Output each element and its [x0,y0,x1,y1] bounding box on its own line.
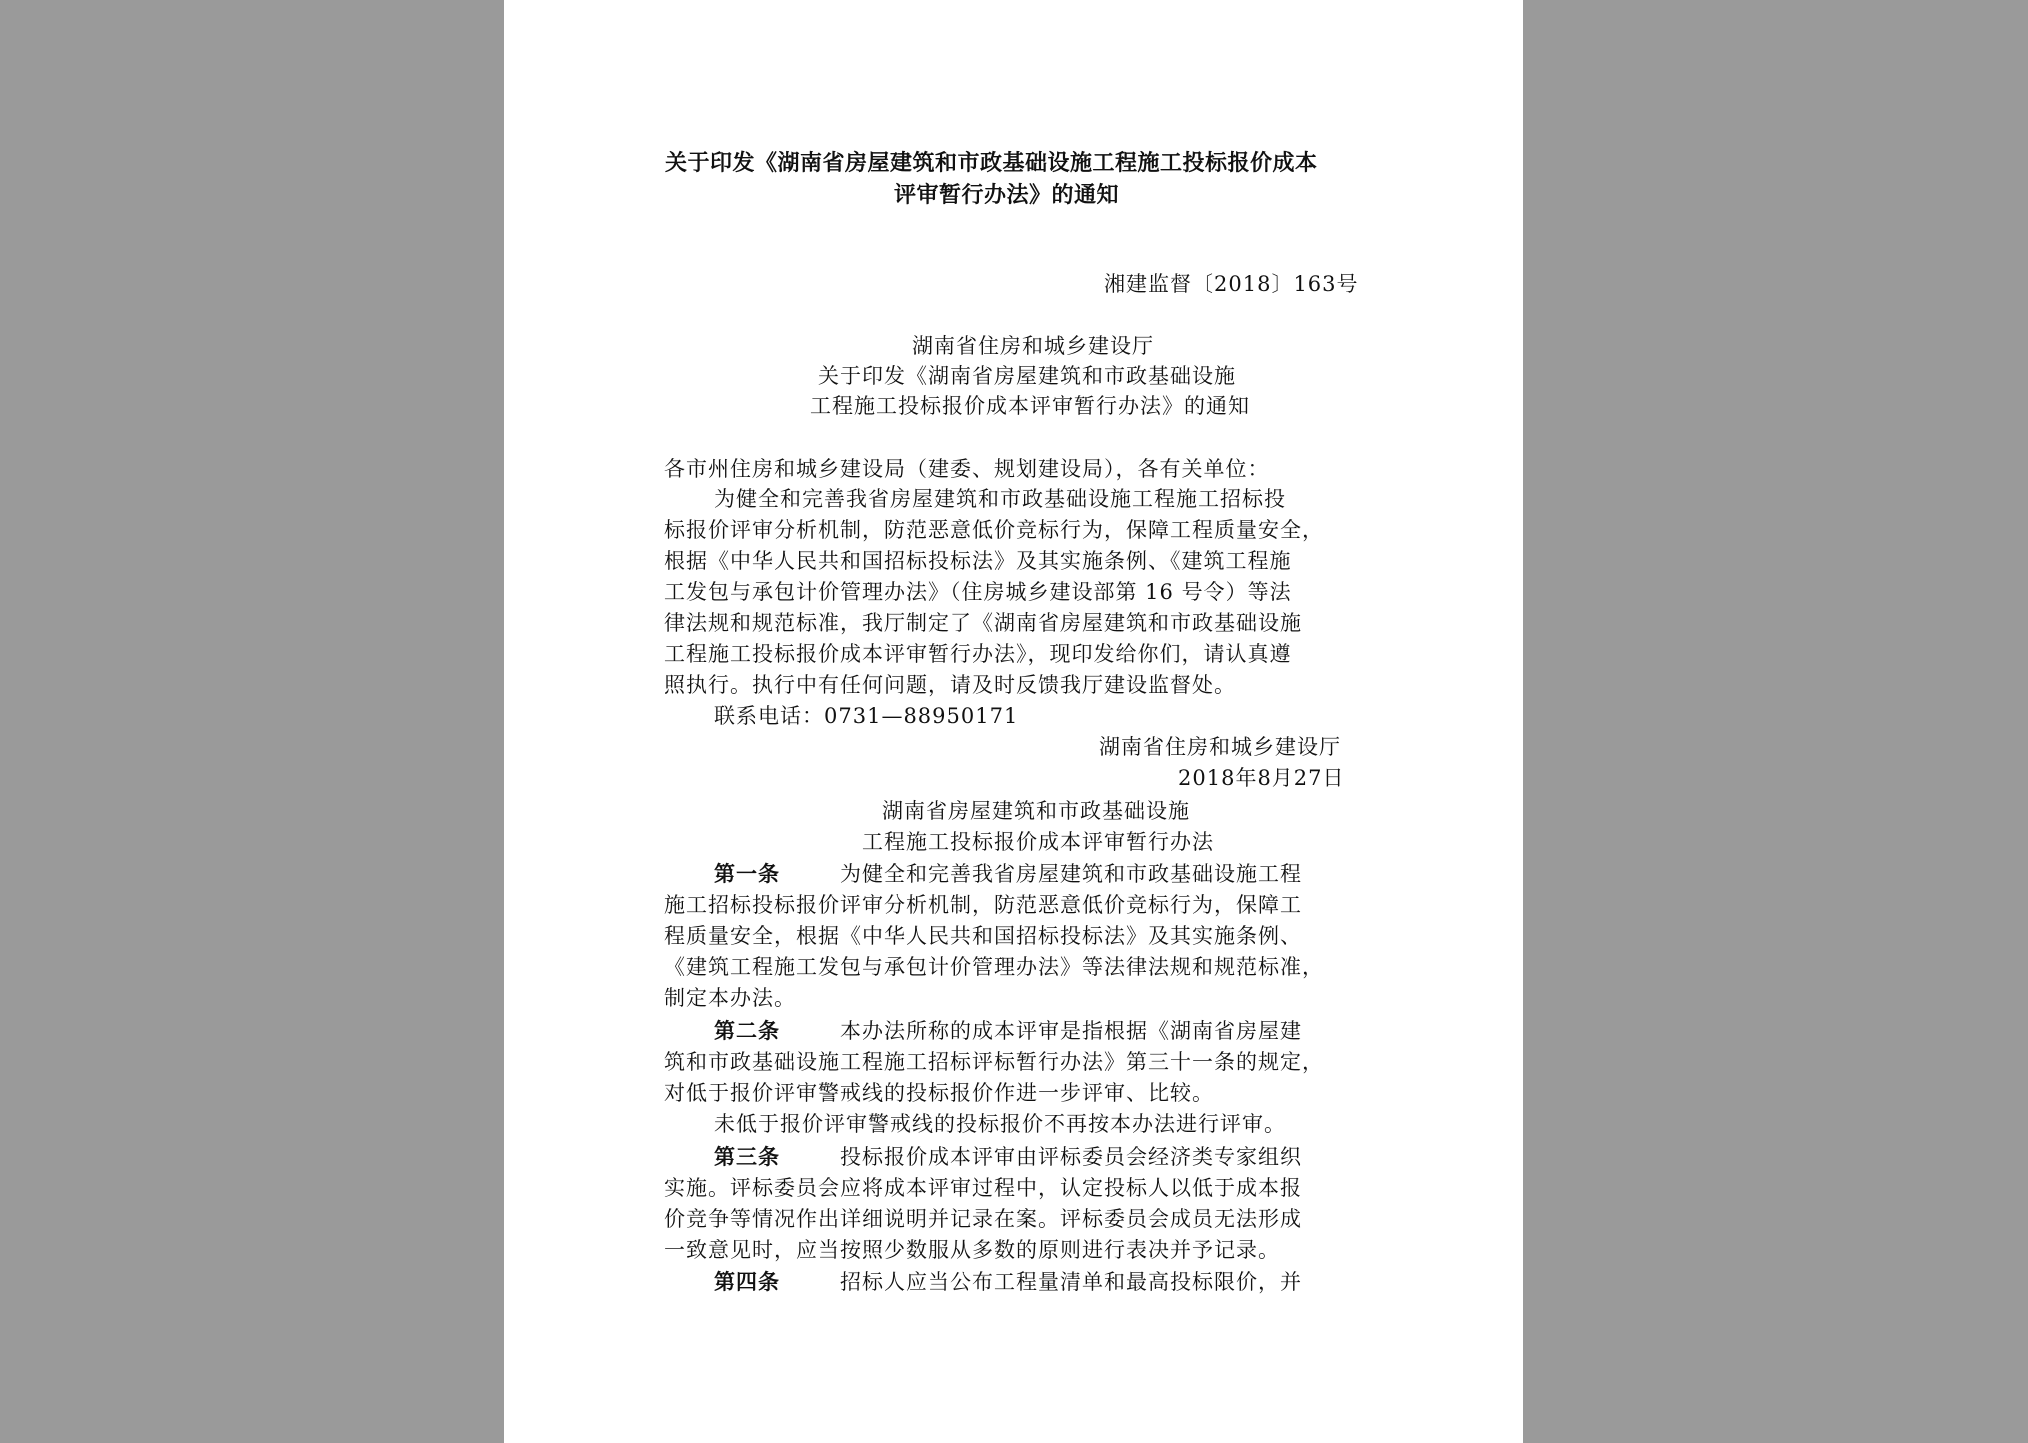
notice-paragraph-line: 标报价评审分析机制，防范恶意低价竞标行为，保障工程质量安全， [664,518,1324,542]
article-first-line: 本办法所称的成本评审是指根据《湖南省房屋建 [840,1019,1302,1043]
notice-paragraph-line: 律法规和规范标准，我厅制定了《湖南省房屋建筑和市政基础设施 [664,611,1302,635]
addressee: 各市州住房和城乡建设局（建委、规划建设局），各有关单位： [664,457,1270,481]
article-label: 第四条 [714,1270,780,1294]
article-line: 筑和市政基础设施工程施工招标评标暂行办法》第三十一条的规定， [664,1050,1324,1074]
page-title-line-1: 关于印发《湖南省房屋建筑和市政基础设施工程施工投标报价成本 [665,151,1318,176]
article-label: 第一条 [714,862,780,886]
page-title-line-2: 评审暂行办法》的通知 [894,183,1120,208]
contact-phone: 联系电话：0731—88950171 [714,704,1019,728]
article-line: 价竞争等情况作出详细说明并记录在案。评标委员会成员无法形成 [664,1207,1302,1231]
article-label: 第三条 [714,1145,780,1169]
signature-organization: 湖南省住房和城乡建设厅 [1099,735,1341,759]
article-line: 实施。评标委员会应将成本评审过程中，认定投标人以低于成本报 [664,1176,1302,1200]
article-first-line: 为健全和完善我省房屋建筑和市政基础设施工程 [840,862,1302,886]
article-first-line: 招标人应当公布工程量清单和最高投标限价，并 [840,1270,1302,1294]
document-number: 湘建监督〔2018〕163号 [1104,272,1359,296]
article-line: 程质量安全，根据《中华人民共和国招标投标法》及其实施条例、 [664,924,1302,948]
notice-heading-line-2: 工程施工投标报价成本评审暂行办法》的通知 [810,394,1250,418]
signature-date: 2018年8月27日 [1178,766,1345,790]
notice-paragraph-line: 工程施工投标报价成本评审暂行办法》，现印发给你们，请认真遵 [664,642,1292,666]
notice-paragraph-line: 根据《中华人民共和国招标投标法》及其实施条例、《建筑工程施 [664,549,1292,573]
article-label: 第二条 [714,1019,780,1043]
document-page [504,0,1523,1443]
issuer-name: 湖南省住房和城乡建设厅 [912,334,1154,358]
article-line: 制定本办法。 [664,986,796,1010]
article-line: 施工招标投标报价评审分析机制，防范恶意低价竞标行为，保障工 [664,893,1302,917]
article-line: 《建筑工程施工发包与承包计价管理办法》等法律法规和规范标准， [664,955,1324,979]
article-line: 对低于报价评审警戒线的投标报价作进一步评审、比较。 [664,1081,1214,1105]
article-line: 未低于报价评审警戒线的投标报价不再按本办法进行评审。 [714,1112,1286,1136]
notice-heading-line-1: 关于印发《湖南省房屋建筑和市政基础设施 [818,364,1236,388]
article-first-line: 投标报价成本评审由评标委员会经济类专家组织 [840,1145,1302,1169]
measures-title-line-2: 工程施工投标报价成本评审暂行办法 [862,830,1214,854]
notice-paragraph-line: 工发包与承包计价管理办法》（住房城乡建设部第 16 号令）等法 [664,580,1292,604]
notice-paragraph-line: 照执行。执行中有任何问题，请及时反馈我厅建设监督处。 [664,673,1236,697]
measures-title-line-1: 湖南省房屋建筑和市政基础设施 [882,799,1190,823]
article-line: 一致意见时，应当按照少数服从多数的原则进行表决并予记录。 [664,1238,1280,1262]
notice-paragraph-line: 为健全和完善我省房屋建筑和市政基础设施工程施工招标投 [714,487,1286,511]
